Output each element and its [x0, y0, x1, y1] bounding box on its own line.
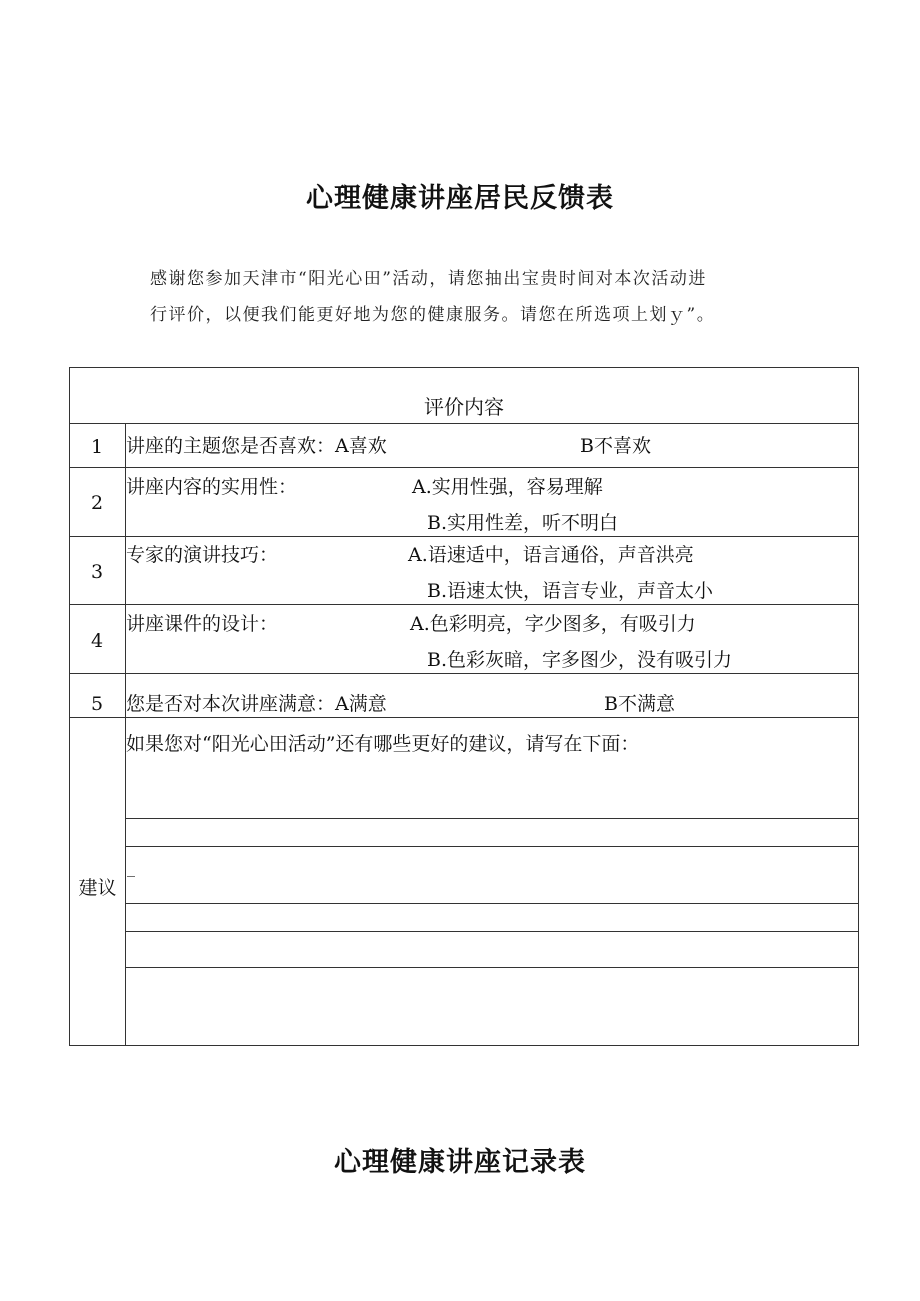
row-5-question: 您是否对本次讲座满意：A满意 [126, 693, 387, 715]
table-rule [70, 423, 858, 424]
row-3-question: 专家的演讲技巧： [126, 544, 279, 566]
suggestion-line [125, 967, 858, 968]
row-5-number: 5 [90, 693, 104, 715]
row-4-question: 讲座课件的设计： [126, 613, 279, 635]
feedback-table [69, 367, 859, 1046]
suggestion-prompt: 如果您对“阳光心田活动”还有哪些更好的建议，请写在下面： [126, 733, 640, 755]
row-1-option-b: B不喜欢 [580, 435, 651, 457]
suggestion-line [125, 903, 858, 904]
row-2-option-b: B.实用性差，听不明白 [427, 512, 619, 534]
feedback-form-title: 心理健康讲座居民反馈表 [306, 183, 614, 214]
table-rule [70, 536, 858, 537]
row-4-number: 4 [90, 630, 104, 652]
row-4-option-a: A.色彩明亮，字少图多，有吸引力 [410, 613, 696, 635]
row-5-option-b: B不满意 [604, 693, 675, 715]
record-form-title: 心理健康讲座记录表 [334, 1147, 586, 1178]
suggestion-line [125, 818, 858, 819]
table-rule [70, 673, 858, 674]
table-rule [70, 717, 858, 718]
suggestion-label: 建议 [78, 877, 117, 899]
row-3-number: 3 [90, 561, 104, 583]
row-2-option-a: A.实用性强，容易理解 [412, 476, 603, 498]
intro-line-1: 感谢您参加天津市“阳光心田”活动，请您抽出宝贵时间对本次活动进 [150, 269, 707, 289]
row-1-question: 讲座的主题您是否喜欢：A喜欢 [126, 435, 387, 457]
suggestion-line [125, 846, 858, 847]
row-3-option-a: A.语速适中，语言通俗，声音洪亮 [408, 544, 694, 566]
row-2-number: 2 [90, 492, 104, 514]
row-1-number: 1 [90, 436, 104, 458]
table-rule [70, 604, 858, 605]
table-header: 评价内容 [424, 395, 504, 419]
stray-underscore-mark: _ [127, 858, 135, 877]
intro-line-2: 行评价，以便我们能更好地为您的健康服务。请您在所选项上划ｙ”。 [150, 305, 716, 325]
row-3-option-b: B.语速太快，语言专业，声音太小 [427, 580, 714, 602]
row-4-option-b: B.色彩灰暗，字多图少，没有吸引力 [427, 649, 733, 671]
row-2-question: 讲座内容的实用性： [126, 476, 298, 498]
table-rule [70, 467, 858, 468]
suggestion-line [125, 931, 858, 932]
